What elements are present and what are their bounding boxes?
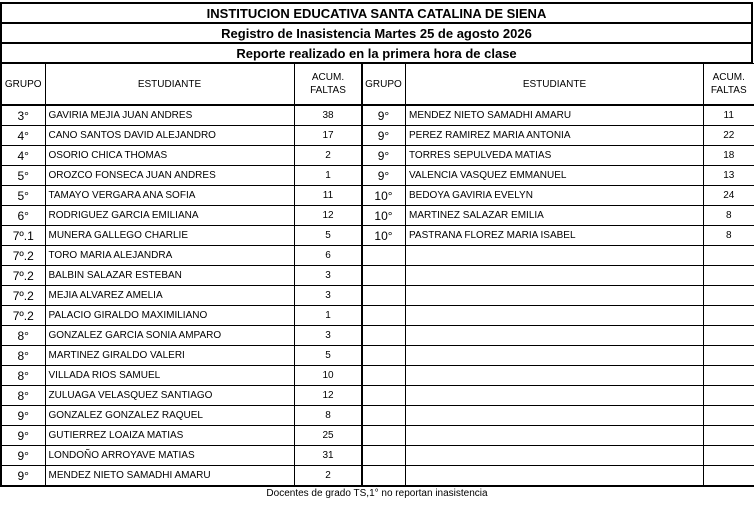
faltas-count-cell — [704, 406, 754, 426]
grupo-cell: 9° — [362, 146, 406, 166]
student-name-cell — [406, 266, 704, 286]
student-name-cell — [406, 446, 704, 466]
faltas-count-cell — [704, 466, 754, 487]
table-row — [1, 246, 362, 266]
student-name-cell: LONDOÑO ARROYAVE MATIAS — [45, 446, 294, 466]
grupo-cell: 9° — [362, 126, 406, 146]
table-row — [362, 105, 754, 126]
faltas-count-cell: 5 — [294, 226, 362, 246]
table-row — [362, 126, 754, 146]
student-name-cell: PASTRANA FLOREZ MARIA ISABEL — [406, 226, 704, 246]
grupo-cell: 8° — [1, 366, 45, 386]
faltas-count-cell: 3 — [294, 326, 362, 346]
student-name-cell — [406, 286, 704, 306]
table-header-row — [362, 64, 754, 106]
faltas-count-cell — [704, 266, 754, 286]
student-name-cell — [406, 326, 704, 346]
grupo-cell: 10° — [362, 226, 406, 246]
estudiante-column-header: ESTUDIANTE — [45, 64, 294, 106]
faltas-count-cell — [704, 426, 754, 446]
faltas-count-cell: 3 — [294, 286, 362, 306]
student-name-cell: TORO MARIA ALEJANDRA — [45, 246, 294, 266]
table-row — [1, 146, 362, 166]
student-name-cell: TAMAYO VERGARA ANA SOFIA — [45, 186, 294, 206]
table-row — [362, 326, 754, 346]
grupo-cell — [362, 346, 406, 366]
left-attendance-table — [0, 63, 363, 487]
table-row — [1, 346, 362, 366]
faltas-column-header — [704, 64, 754, 106]
grupo-cell: 7º.2 — [1, 246, 45, 266]
table-row — [362, 446, 754, 466]
faltas-count-cell — [704, 326, 754, 346]
table-row — [362, 306, 754, 326]
student-name-cell: GONZALEZ GONZALEZ RAQUEL — [45, 406, 294, 426]
grupo-cell: 9° — [362, 166, 406, 186]
faltas-count-cell — [704, 366, 754, 386]
grupo-cell — [362, 246, 406, 266]
grupo-cell: 9° — [1, 466, 45, 487]
faltas-count-cell: 2 — [294, 466, 362, 487]
student-name-cell: PALACIO GIRALDO MAXIMILIANO — [45, 306, 294, 326]
faltas-count-cell — [704, 306, 754, 326]
table-row — [362, 426, 754, 446]
grupo-cell: 7º.2 — [1, 306, 45, 326]
grupo-cell: 9° — [1, 446, 45, 466]
table-row — [1, 266, 362, 286]
faltas-count-cell: 1 — [294, 166, 362, 186]
grupo-cell: 7º.2 — [1, 266, 45, 286]
student-name-cell: RODRIGUEZ GARCIA EMILIANA — [45, 206, 294, 226]
student-name-cell: PEREZ RAMIREZ MARIA ANTONIA — [406, 126, 704, 146]
table-row — [362, 146, 754, 166]
table-row — [362, 186, 754, 206]
student-name-cell — [406, 346, 704, 366]
grupo-cell: 3° — [1, 105, 45, 126]
student-name-cell: OROZCO FONSECA JUAN ANDRES — [45, 166, 294, 186]
grupo-cell — [362, 386, 406, 406]
student-name-cell: ZULUAGA VELASQUEZ SANTIAGO — [45, 386, 294, 406]
table-row — [1, 166, 362, 186]
grupo-cell: 9° — [1, 426, 45, 446]
faltas-count-cell: 1 — [294, 306, 362, 326]
grupo-cell: 8° — [1, 346, 45, 366]
faltas-count-cell: 22 — [704, 126, 754, 146]
grupo-cell — [362, 466, 406, 487]
grupo-cell: 8° — [1, 326, 45, 346]
student-name-cell: TORRES SEPULVEDA MATIAS — [406, 146, 704, 166]
table-row — [362, 346, 754, 366]
acum-label: ACUM. — [311, 72, 345, 83]
student-name-cell: BEDOYA GAVIRIA EVELYN — [406, 186, 704, 206]
faltas-count-cell: 5 — [294, 346, 362, 366]
faltas-count-cell: 8 — [704, 206, 754, 226]
student-name-cell — [406, 406, 704, 426]
grupo-cell — [362, 286, 406, 306]
grupo-column-header: GRUPO — [362, 64, 406, 106]
grupo-cell: 4° — [1, 146, 45, 166]
faltas-count-cell — [704, 346, 754, 366]
table-row — [362, 366, 754, 386]
grupo-cell: 9° — [362, 105, 406, 126]
student-name-cell: MARTINEZ SALAZAR EMILIA — [406, 206, 704, 226]
faltas-count-cell: 6 — [294, 246, 362, 266]
faltas-count-cell — [704, 446, 754, 466]
faltas-count-cell: 31 — [294, 446, 362, 466]
student-name-cell: GAVIRIA MEJIA JUAN ANDRES — [45, 105, 294, 126]
grupo-cell: 7º.2 — [1, 286, 45, 306]
student-name-cell: GONZALEZ GARCIA SONIA AMPARO — [45, 326, 294, 346]
faltas-count-cell: 18 — [704, 146, 754, 166]
table-row — [362, 266, 754, 286]
estudiante-column-header: ESTUDIANTE — [406, 64, 704, 106]
grupo-cell: 7º.1 — [1, 226, 45, 246]
faltas-count-cell — [704, 246, 754, 266]
grupo-cell: 5° — [1, 186, 45, 206]
student-name-cell: VALENCIA VASQUEZ EMMANUEL — [406, 166, 704, 186]
student-name-cell: MARTINEZ GIRALDO VALERI — [45, 346, 294, 366]
student-name-cell — [406, 306, 704, 326]
grupo-column-header: GRUPO — [1, 64, 45, 106]
faltas-count-cell: 38 — [294, 105, 362, 126]
faltas-count-cell — [704, 286, 754, 306]
table-row — [1, 326, 362, 346]
table-row — [1, 426, 362, 446]
table-row — [1, 366, 362, 386]
table-row — [1, 306, 362, 326]
faltas-label: FALTAS — [710, 85, 747, 96]
table-row — [362, 466, 754, 487]
table-row — [1, 126, 362, 146]
faltas-count-cell: 2 — [294, 146, 362, 166]
grupo-cell — [362, 326, 406, 346]
student-name-cell: BALBIN SALAZAR ESTEBAN — [45, 266, 294, 286]
student-name-cell: GUTIERREZ LOAIZA MATIAS — [45, 426, 294, 446]
table-row — [1, 446, 362, 466]
faltas-count-cell — [704, 386, 754, 406]
faltas-count-cell: 17 — [294, 126, 362, 146]
grupo-cell: 10° — [362, 206, 406, 226]
grupo-cell — [362, 306, 406, 326]
grupo-cell: 9° — [1, 406, 45, 426]
faltas-count-cell: 10 — [294, 366, 362, 386]
student-name-cell: VILLADA RIOS SAMUEL — [45, 366, 294, 386]
grupo-cell: 4° — [1, 126, 45, 146]
faltas-count-cell: 25 — [294, 426, 362, 446]
student-name-cell: MENDEZ NIETO SAMADHI AMARU — [406, 105, 704, 126]
student-name-cell — [406, 466, 704, 487]
faltas-count-cell: 3 — [294, 266, 362, 286]
table-row — [362, 166, 754, 186]
student-name-cell — [406, 386, 704, 406]
right-attendance-table — [361, 63, 754, 487]
table-row — [1, 206, 362, 226]
right-table-body — [362, 105, 754, 486]
grupo-cell — [362, 426, 406, 446]
table-row — [1, 386, 362, 406]
table-row — [1, 105, 362, 126]
table-row — [362, 406, 754, 426]
table-row — [1, 286, 362, 306]
student-name-cell — [406, 366, 704, 386]
faltas-label: FALTAS — [310, 85, 346, 96]
grupo-cell — [362, 266, 406, 286]
table-row — [1, 226, 362, 246]
footer-note: Docentes de grado TS,1° no reportan inasistencia — [266, 488, 488, 499]
grupo-cell — [362, 366, 406, 386]
faltas-count-cell: 8 — [704, 226, 754, 246]
table-row — [362, 286, 754, 306]
student-name-cell — [406, 426, 704, 446]
grupo-cell: 5° — [1, 166, 45, 186]
acum-label: ACUM. — [712, 72, 745, 83]
table-row — [362, 246, 754, 266]
institution-title: INSTITUCION EDUCATIVA SANTA CATALINA DE SIENA — [0, 2, 753, 24]
grupo-cell: 10° — [362, 186, 406, 206]
grupo-cell: 8° — [1, 386, 45, 406]
table-row — [1, 186, 362, 206]
faltas-count-cell: 11 — [294, 186, 362, 206]
faltas-count-cell: 8 — [294, 406, 362, 426]
faltas-count-cell: 12 — [294, 386, 362, 406]
student-name-cell: MUNERA GALLEGO CHARLIE — [45, 226, 294, 246]
grupo-cell — [362, 406, 406, 426]
table-row — [362, 206, 754, 226]
faltas-count-cell: 13 — [704, 166, 754, 186]
faltas-count-cell: 11 — [704, 105, 754, 126]
student-name-cell: CANO SANTOS DAVID ALEJANDRO — [45, 126, 294, 146]
table-row — [362, 386, 754, 406]
table-row — [1, 406, 362, 426]
faltas-column-header — [294, 64, 362, 106]
grupo-cell — [362, 446, 406, 466]
report-subtitle: Reporte realizado en la primera hora de clase — [0, 42, 753, 64]
student-name-cell: OSORIO CHICA THOMAS — [45, 146, 294, 166]
student-name-cell: MENDEZ NIETO SAMADHI AMARU — [45, 466, 294, 487]
student-name-cell: MEJIA ALVAREZ AMELIA — [45, 286, 294, 306]
table-row — [362, 226, 754, 246]
student-name-cell — [406, 246, 704, 266]
table-row — [1, 466, 362, 487]
left-table-body — [1, 105, 362, 486]
faltas-count-cell: 12 — [294, 206, 362, 226]
register-title: Registro de Inasistencia Martes 25 de agosto 2026 — [0, 22, 753, 44]
grupo-cell: 6° — [1, 206, 45, 226]
table-header-row — [1, 64, 362, 106]
faltas-count-cell: 24 — [704, 186, 754, 206]
